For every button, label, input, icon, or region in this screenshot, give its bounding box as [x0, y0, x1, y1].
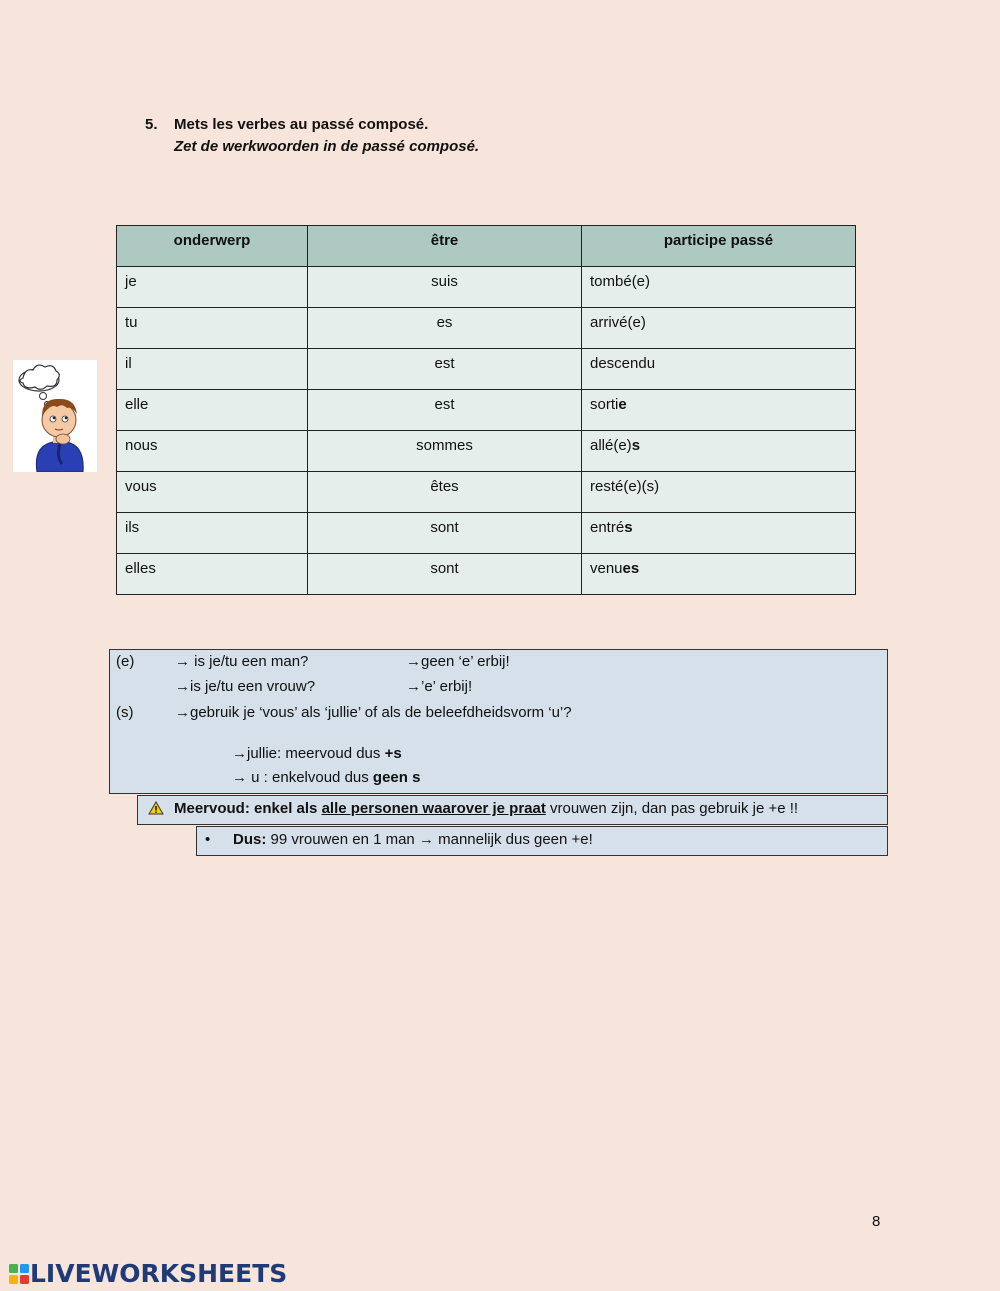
etre-cell: es: [308, 308, 582, 349]
subject-cell: vous: [117, 472, 308, 513]
conjugation-table: [116, 225, 856, 595]
example-box: [196, 826, 888, 856]
header-participe: participe passé: [582, 226, 856, 267]
table-row: [117, 308, 856, 349]
etre-cell: sont: [308, 554, 582, 595]
page-number: 8: [872, 1213, 881, 1230]
participe-cell: sortie: [582, 390, 856, 431]
liveworksheets-logo-icon: [8, 1263, 30, 1285]
table-row: [117, 349, 856, 390]
participe-cell: tombé(e): [582, 267, 856, 308]
e-question-man: → is je/tu een man?: [175, 653, 309, 670]
exercise-title: [145, 116, 428, 133]
subject-cell: tu: [117, 308, 308, 349]
e-label: (e): [116, 653, 135, 670]
table-row: [117, 431, 856, 472]
warning-bold-prefix: Meervoud: enkel als: [174, 800, 322, 817]
bullet: •: [205, 831, 211, 848]
warning-underlined: alle personen waarover je praat: [321, 800, 546, 817]
header-etre: être: [308, 226, 582, 267]
subject-cell: ils: [117, 513, 308, 554]
etre-cell: sont: [308, 513, 582, 554]
thinking-boy-illustration: [13, 360, 97, 472]
table-row: [117, 554, 856, 595]
participe-cell: allé(e)s: [582, 431, 856, 472]
e-question-woman: →is je/tu een vrouw?: [175, 678, 316, 695]
participe-cell: arrivé(e): [582, 308, 856, 349]
exercise-subtitle: Zet de werkwoorden in de passé composé.: [174, 138, 480, 155]
e-answer-man: →geen ‘e’ erbij!: [406, 653, 510, 670]
subject-cell: je: [117, 267, 308, 308]
s-label: (s): [116, 704, 134, 721]
participe-cell: entrés: [582, 513, 856, 554]
table-row: [117, 390, 856, 431]
liveworksheets-logo-text: LIVEWORKSHEETS: [30, 1259, 288, 1288]
subject-cell: il: [117, 349, 308, 390]
participe-cell: resté(e)(s): [582, 472, 856, 513]
dus-label: Dus:: [233, 831, 267, 848]
subject-cell: elle: [117, 390, 308, 431]
s-answer-u: → u : enkelvoud dus geen s: [232, 769, 421, 786]
warning-rest: vrouwen zijn, dan pas gebruik je +e !!: [545, 800, 799, 817]
plural-warning-box: [137, 795, 888, 825]
table-row: [117, 472, 856, 513]
etre-cell: est: [308, 390, 582, 431]
table-header-row: [117, 226, 856, 267]
table-row: [117, 513, 856, 554]
etre-cell: sommes: [308, 431, 582, 472]
participe-cell: venues: [582, 554, 856, 595]
subject-cell: nous: [117, 431, 308, 472]
s-answer-jullie: →jullie: meervoud dus +s: [232, 745, 402, 762]
etre-cell: est: [308, 349, 582, 390]
subject-cell: elles: [117, 554, 308, 595]
warning-icon: [148, 801, 164, 819]
etre-cell: suis: [308, 267, 582, 308]
participe-cell: descendu: [582, 349, 856, 390]
agreement-rules-box: [109, 649, 888, 794]
etre-cell: êtes: [308, 472, 582, 513]
dus-text: 99 vrouwen en 1 man → mannelijk dus geen +e!: [266, 831, 593, 848]
exercise-title-text: Mets les verbes au passé composé.: [174, 116, 429, 133]
header-subject: onderwerp: [117, 226, 308, 267]
table-row: [117, 267, 856, 308]
s-question: →gebruik je ‘vous’ als ‘jullie’ of als de beleefdheidsvorm ‘u’?: [175, 704, 572, 721]
e-answer-woman: →’e’ erbij!: [406, 678, 473, 695]
exercise-number: 5.: [145, 116, 158, 133]
